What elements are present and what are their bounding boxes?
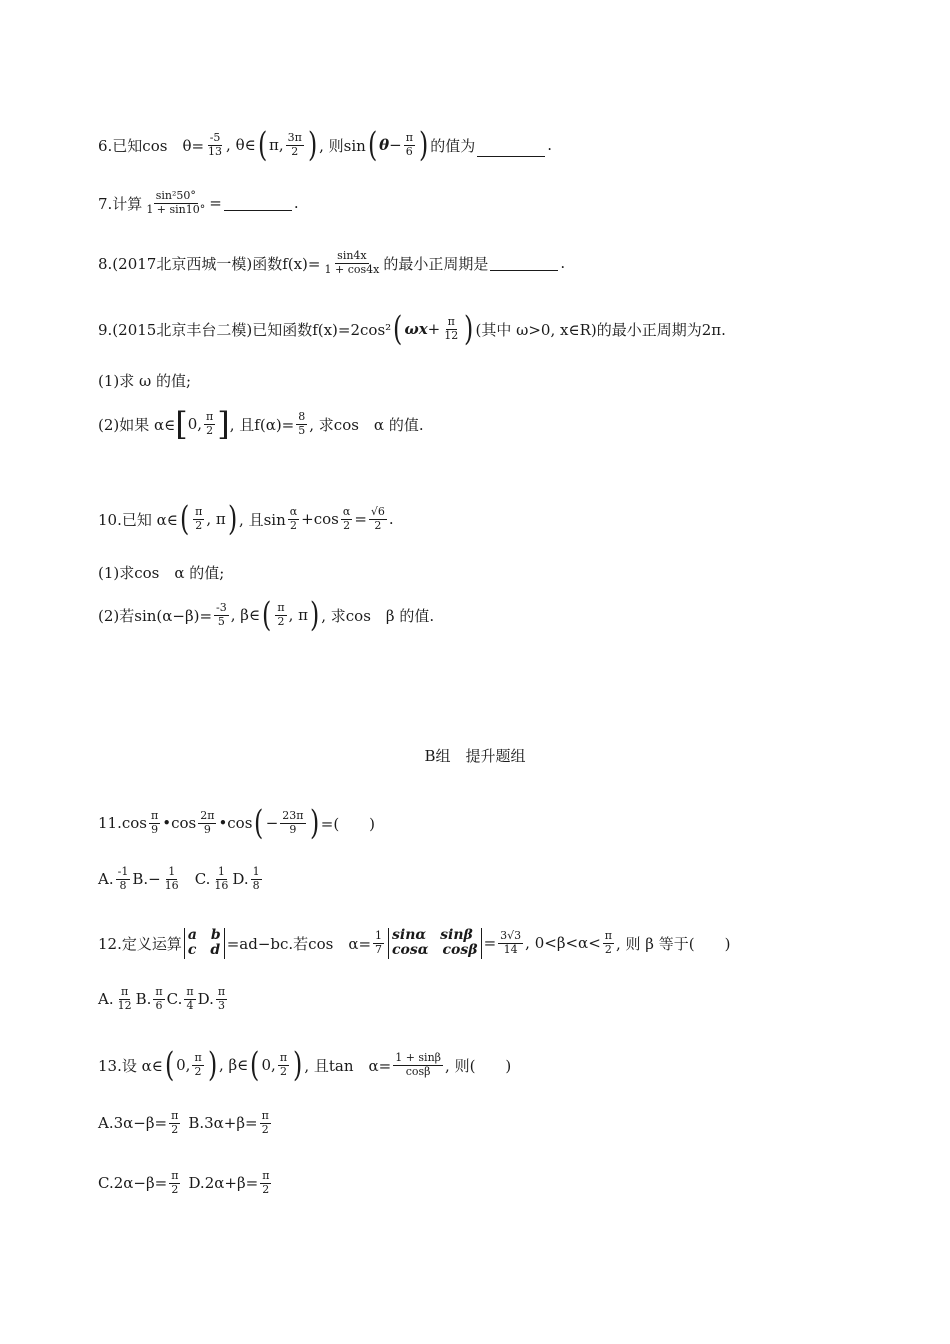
q9-part2-fraction-2 <box>296 411 307 437</box>
q13-option-a-fraction <box>169 1110 180 1136</box>
q7-end: . <box>293 194 299 213</box>
q9-part1-text: (1)求 ω 的值; <box>98 372 192 390</box>
det-row: cosα cosβ <box>392 942 478 959</box>
frac-num: π <box>171 1169 179 1182</box>
q6-fraction-2 <box>286 132 304 158</box>
q9-part-2 <box>98 405 424 443</box>
left-paren: ( <box>164 1045 175 1085</box>
frac-den: 4 <box>186 998 194 1012</box>
q9-part2-frac2-den: 5 <box>298 423 306 437</box>
q10-frac1-num: π <box>195 504 203 518</box>
frac-num: 3√3 <box>500 929 522 943</box>
q11-options <box>98 866 264 892</box>
q13-fraction-1 <box>192 1052 203 1078</box>
left-paren: ( <box>250 1045 260 1085</box>
q12-option-d[interactable]: D. <box>197 990 214 1009</box>
left-bracket: [ <box>175 405 188 443</box>
q10-fraction-2 <box>288 506 299 532</box>
q6-frac1-num: -5 <box>209 130 221 144</box>
q8-fraction <box>322 250 381 276</box>
frac-den: 8 <box>252 878 260 892</box>
q10-part-1 <box>98 562 224 583</box>
q10-part2-frac-den: 5 <box>217 614 225 628</box>
q11-fraction-2 <box>198 810 216 836</box>
q13-zero-1: 0, <box>176 1056 191 1074</box>
q13-options-row-2 <box>98 1170 273 1196</box>
frac-num: 1 + sinβ <box>395 1050 442 1064</box>
q9-part-1 <box>98 370 191 391</box>
q10-part2-fraction-2 <box>275 602 286 628</box>
q9-frac-num: π <box>447 314 455 328</box>
q9-part2-zero: 0, <box>187 415 203 433</box>
frac-num: π <box>155 985 163 998</box>
q12-option-b-fraction <box>153 986 164 1012</box>
q13-option-a[interactable]: A.3α−β= <box>98 1114 168 1133</box>
q12-mid2: , 0<β<α< <box>525 934 601 953</box>
q12-mid: =ad−bc.若cos α= <box>226 934 372 953</box>
left-paren: ( <box>179 499 190 539</box>
q12-option-b[interactable]: B. <box>135 990 152 1009</box>
frac-den: 12 <box>117 998 132 1012</box>
q10-frac3-num: α <box>342 504 351 518</box>
q12-option-a[interactable]: A. <box>98 990 114 1009</box>
frac-num: 1 <box>217 865 225 878</box>
left-paren: ( <box>257 125 267 165</box>
frac-num: 1 <box>252 865 260 878</box>
q6-end: . <box>547 136 552 154</box>
q6-fraction-3 <box>404 132 415 158</box>
q6-suffix: 的值为 <box>430 136 476 155</box>
q11-prefix: 11.cos <box>98 814 147 832</box>
q12-fraction-1 <box>373 930 384 956</box>
q11-frac2-den: 9 <box>203 822 211 836</box>
q10-frac3-den: 2 <box>343 518 351 532</box>
right-paren: ) <box>464 309 474 349</box>
q12-option-c[interactable]: C. <box>166 990 183 1009</box>
q7-frac-num: sin²50° <box>155 189 196 202</box>
q10-part-2 <box>98 595 435 635</box>
right-bracket: ] <box>217 405 230 443</box>
q10-part2-suffix: , 求cos β 的值. <box>321 606 435 625</box>
q13-option-b-fraction <box>260 1110 271 1136</box>
q12-options <box>98 986 229 1012</box>
q10-part2-mid: , β∈ <box>230 606 261 624</box>
frac-num: π <box>186 985 194 998</box>
frac-den: 2 <box>279 1064 287 1078</box>
q12-determinant-2 <box>388 928 482 959</box>
q12-option-d-fraction <box>216 986 227 1012</box>
q13-fraction-3 <box>393 1052 443 1078</box>
frac-den: 2 <box>261 1122 269 1136</box>
q13-options-row-1 <box>98 1110 273 1136</box>
q11-frac1-den: 9 <box>151 822 159 836</box>
q11-option-a-fraction <box>116 866 131 892</box>
q10-frac4-den: 2 <box>374 518 382 532</box>
frac-num: -1 <box>117 865 129 878</box>
q11-option-b[interactable]: B.− <box>132 870 161 889</box>
q6-mid: , θ∈ <box>226 136 256 154</box>
q13-option-b[interactable]: B.3α+β= <box>188 1114 258 1133</box>
q6-frac1-den: 13 <box>208 144 223 158</box>
right-paren: ) <box>307 125 318 165</box>
q9-part2-suffix: , 求cos α 的值. <box>309 415 424 434</box>
left-paren: ( <box>367 125 378 165</box>
q7-fraction <box>144 190 207 216</box>
q11-option-d[interactable]: D. <box>232 870 249 889</box>
q12-eq: = <box>483 934 497 953</box>
q13-option-d[interactable]: D.2α+β= <box>188 1174 259 1193</box>
frac-num: π <box>194 1050 202 1064</box>
q6-frac3-den: 6 <box>405 144 413 158</box>
q13-zero-2: 0, <box>261 1056 276 1074</box>
q11-option-b-fraction <box>163 866 181 892</box>
left-paren: ( <box>393 309 403 349</box>
q6-mid2: , 则sin <box>319 136 366 155</box>
q9-part2-fraction <box>204 411 215 437</box>
q9-plus: + <box>427 320 441 338</box>
q7-eq: = <box>209 194 222 213</box>
q10-part2-pi: , π <box>288 606 308 624</box>
q12-suffix: , 则 β 等于( ) <box>616 934 731 953</box>
question-13 <box>98 1045 512 1085</box>
frac-num: π <box>261 1109 269 1122</box>
q12-fraction-3 <box>603 930 614 956</box>
right-paren: ) <box>418 125 429 165</box>
q6-theta: θ <box>379 136 390 154</box>
frac-den: 2 <box>194 1064 202 1078</box>
det-row: a b <box>187 927 221 943</box>
question-6: 6.已知cos θ= $\frac{-5}{13}$ , θ∈ ( π , $\frac{3\pi}{2}$ ) , 则sin ( θ − $\frac{\pi}{6}$ ) 的值为 . <box>98 125 552 165</box>
q13-prefix: 13.设 α∈ <box>98 1056 163 1075</box>
q7-frac-den: 1 + sin10° <box>146 202 206 216</box>
question-12 <box>98 928 730 959</box>
frac-den: cosβ <box>405 1064 431 1078</box>
q12-fraction-2 <box>498 930 523 956</box>
q10-part1-text: (1)求cos α 的值; <box>98 564 225 582</box>
q10-prefix: 10.已知 α∈ <box>98 510 178 529</box>
q9-part2-frac-den: 2 <box>206 423 214 437</box>
q10-plus: +cos <box>301 510 339 528</box>
section-title: B组 提升题组 <box>424 747 526 765</box>
q13-mid2: , 且tan α= <box>304 1056 392 1075</box>
q11-frac3-num: 23π <box>282 808 304 822</box>
frac-den: 8 <box>119 878 127 892</box>
question-8 <box>98 250 565 276</box>
q11-dot2: •cos <box>218 814 253 832</box>
q10-mid: , 且sin <box>239 510 286 529</box>
q11-option-a[interactable]: A. <box>98 870 114 889</box>
q8-prefix: 8.(2017北京西城一模)函数f(x)= <box>98 254 321 273</box>
frac-num: 1 <box>375 929 383 943</box>
frac-num: π <box>171 1109 179 1122</box>
q11-option-c-fraction <box>212 866 230 892</box>
q10-fraction-3 <box>341 506 352 532</box>
left-paren: ( <box>254 803 264 843</box>
q9-prefix: 9.(2015北京丰台二模)已知函数f(x)=2cos² <box>98 320 392 339</box>
q13-fraction-2 <box>278 1052 289 1078</box>
frac-num: π <box>217 985 226 998</box>
q11-dot1: •cos <box>162 814 197 832</box>
q10-part2-frac2-num: π <box>277 600 285 614</box>
right-paren: ) <box>207 1045 217 1085</box>
frac-den: 2 <box>171 1182 179 1196</box>
answer-blank[interactable] <box>477 155 545 157</box>
det-row: c d <box>187 942 221 959</box>
q10-end: . <box>388 510 394 528</box>
q10-eq: = <box>354 510 367 528</box>
frac-num: 1 <box>168 865 176 878</box>
q11-minus: − <box>265 814 279 832</box>
frac-den: 2 <box>604 942 612 956</box>
frac-num: π <box>120 985 129 998</box>
q12-determinant-1 <box>184 928 225 959</box>
q12-prefix: 12.定义运算 <box>98 934 182 953</box>
frac-num: π <box>279 1050 288 1064</box>
q6-frac2-num: 3π <box>287 130 302 144</box>
right-paren: ) <box>293 1045 303 1085</box>
question-9 <box>98 309 726 349</box>
frac-num: π <box>262 1169 270 1182</box>
q10-frac2-den: 2 <box>289 518 297 532</box>
answer-blank[interactable] <box>490 269 558 271</box>
right-paren: ) <box>227 499 238 539</box>
q9-part2-prefix: (2)如果 α∈ <box>98 415 176 434</box>
question-10 <box>98 499 394 539</box>
q13-option-d-fraction <box>260 1170 271 1196</box>
frac-den: 16 <box>164 878 179 892</box>
q6-interval-a: π <box>268 136 279 154</box>
q9-part2-mid: , 且f(α)= <box>229 415 295 434</box>
q12-option-a-fraction <box>116 986 134 1012</box>
frac-den: 3 <box>217 998 225 1012</box>
q10-pi: , π <box>206 510 226 528</box>
q9-frac-den: 12 <box>444 328 459 342</box>
answer-blank[interactable] <box>224 209 292 211</box>
q10-frac2-num: α <box>289 504 298 518</box>
q7-prefix: 7.计算 <box>98 194 143 213</box>
question-7 <box>98 190 299 216</box>
q11-option-c[interactable]: C. <box>194 870 211 889</box>
frac-den: 7 <box>375 942 383 956</box>
frac-num: π <box>604 929 612 943</box>
q6-frac3-num: π <box>405 130 413 144</box>
q6-prefix: 6.已知cos θ= <box>98 136 205 155</box>
q13-mid: , β∈ <box>218 1056 249 1074</box>
q9-part2-frac-num: π <box>206 409 214 423</box>
q8-end: . <box>560 254 566 273</box>
q10-part2-fraction <box>214 602 229 628</box>
right-paren: ) <box>309 803 319 843</box>
q11-fraction-3 <box>280 810 305 836</box>
q10-frac4-num: √6 <box>370 504 385 518</box>
q10-part2-frac-num: -3 <box>216 600 227 614</box>
q11-frac2-num: 2π <box>200 808 215 822</box>
q13-suffix: , 则( ) <box>445 1056 512 1075</box>
q6-minus: − <box>389 136 402 154</box>
q13-option-c[interactable]: C.2α−β= <box>98 1174 168 1193</box>
q10-part2-frac2-den: 2 <box>277 614 285 628</box>
q11-frac1-num: π <box>150 808 159 822</box>
q6-fraction-1 <box>206 132 224 158</box>
question-11 <box>98 803 376 843</box>
q9-part2-frac2-num: 8 <box>298 409 306 423</box>
q8-frac-den: 1 + cos4x <box>324 262 380 276</box>
q11-frac3-den: 9 <box>289 822 297 836</box>
frac-den: 2 <box>262 1182 270 1196</box>
frac-den: 16 <box>214 878 229 892</box>
frac-den: 2 <box>171 1122 179 1136</box>
right-paren: ) <box>309 595 320 635</box>
q10-fraction-1 <box>193 506 204 532</box>
frac-den: 6 <box>155 998 163 1012</box>
frac-den: 14 <box>503 942 518 956</box>
q8-suffix: 的最小正周期是 <box>383 254 489 273</box>
q11-suffix: =( ) <box>320 814 376 833</box>
q12-option-c-fraction <box>184 986 195 1012</box>
q10-frac1-den: 2 <box>195 518 203 532</box>
q13-option-c-fraction <box>169 1170 180 1196</box>
left-paren: ( <box>262 595 272 635</box>
q11-fraction-1 <box>149 810 160 836</box>
q9-suffix: (其中 ω>0, x∈R)的最小正周期为2π. <box>475 320 726 339</box>
q11-option-d-fraction <box>251 866 262 892</box>
q9-omega-x: ωx <box>404 320 428 338</box>
q8-frac-num: sin4x <box>337 249 367 262</box>
q10-fraction-4 <box>369 506 387 532</box>
det-row: sinα sinβ <box>392 927 473 943</box>
q10-part2-prefix: (2)若sin(α−β)= <box>98 606 213 625</box>
q9-fraction <box>442 316 460 342</box>
q6-frac2-den: 2 <box>291 144 299 158</box>
